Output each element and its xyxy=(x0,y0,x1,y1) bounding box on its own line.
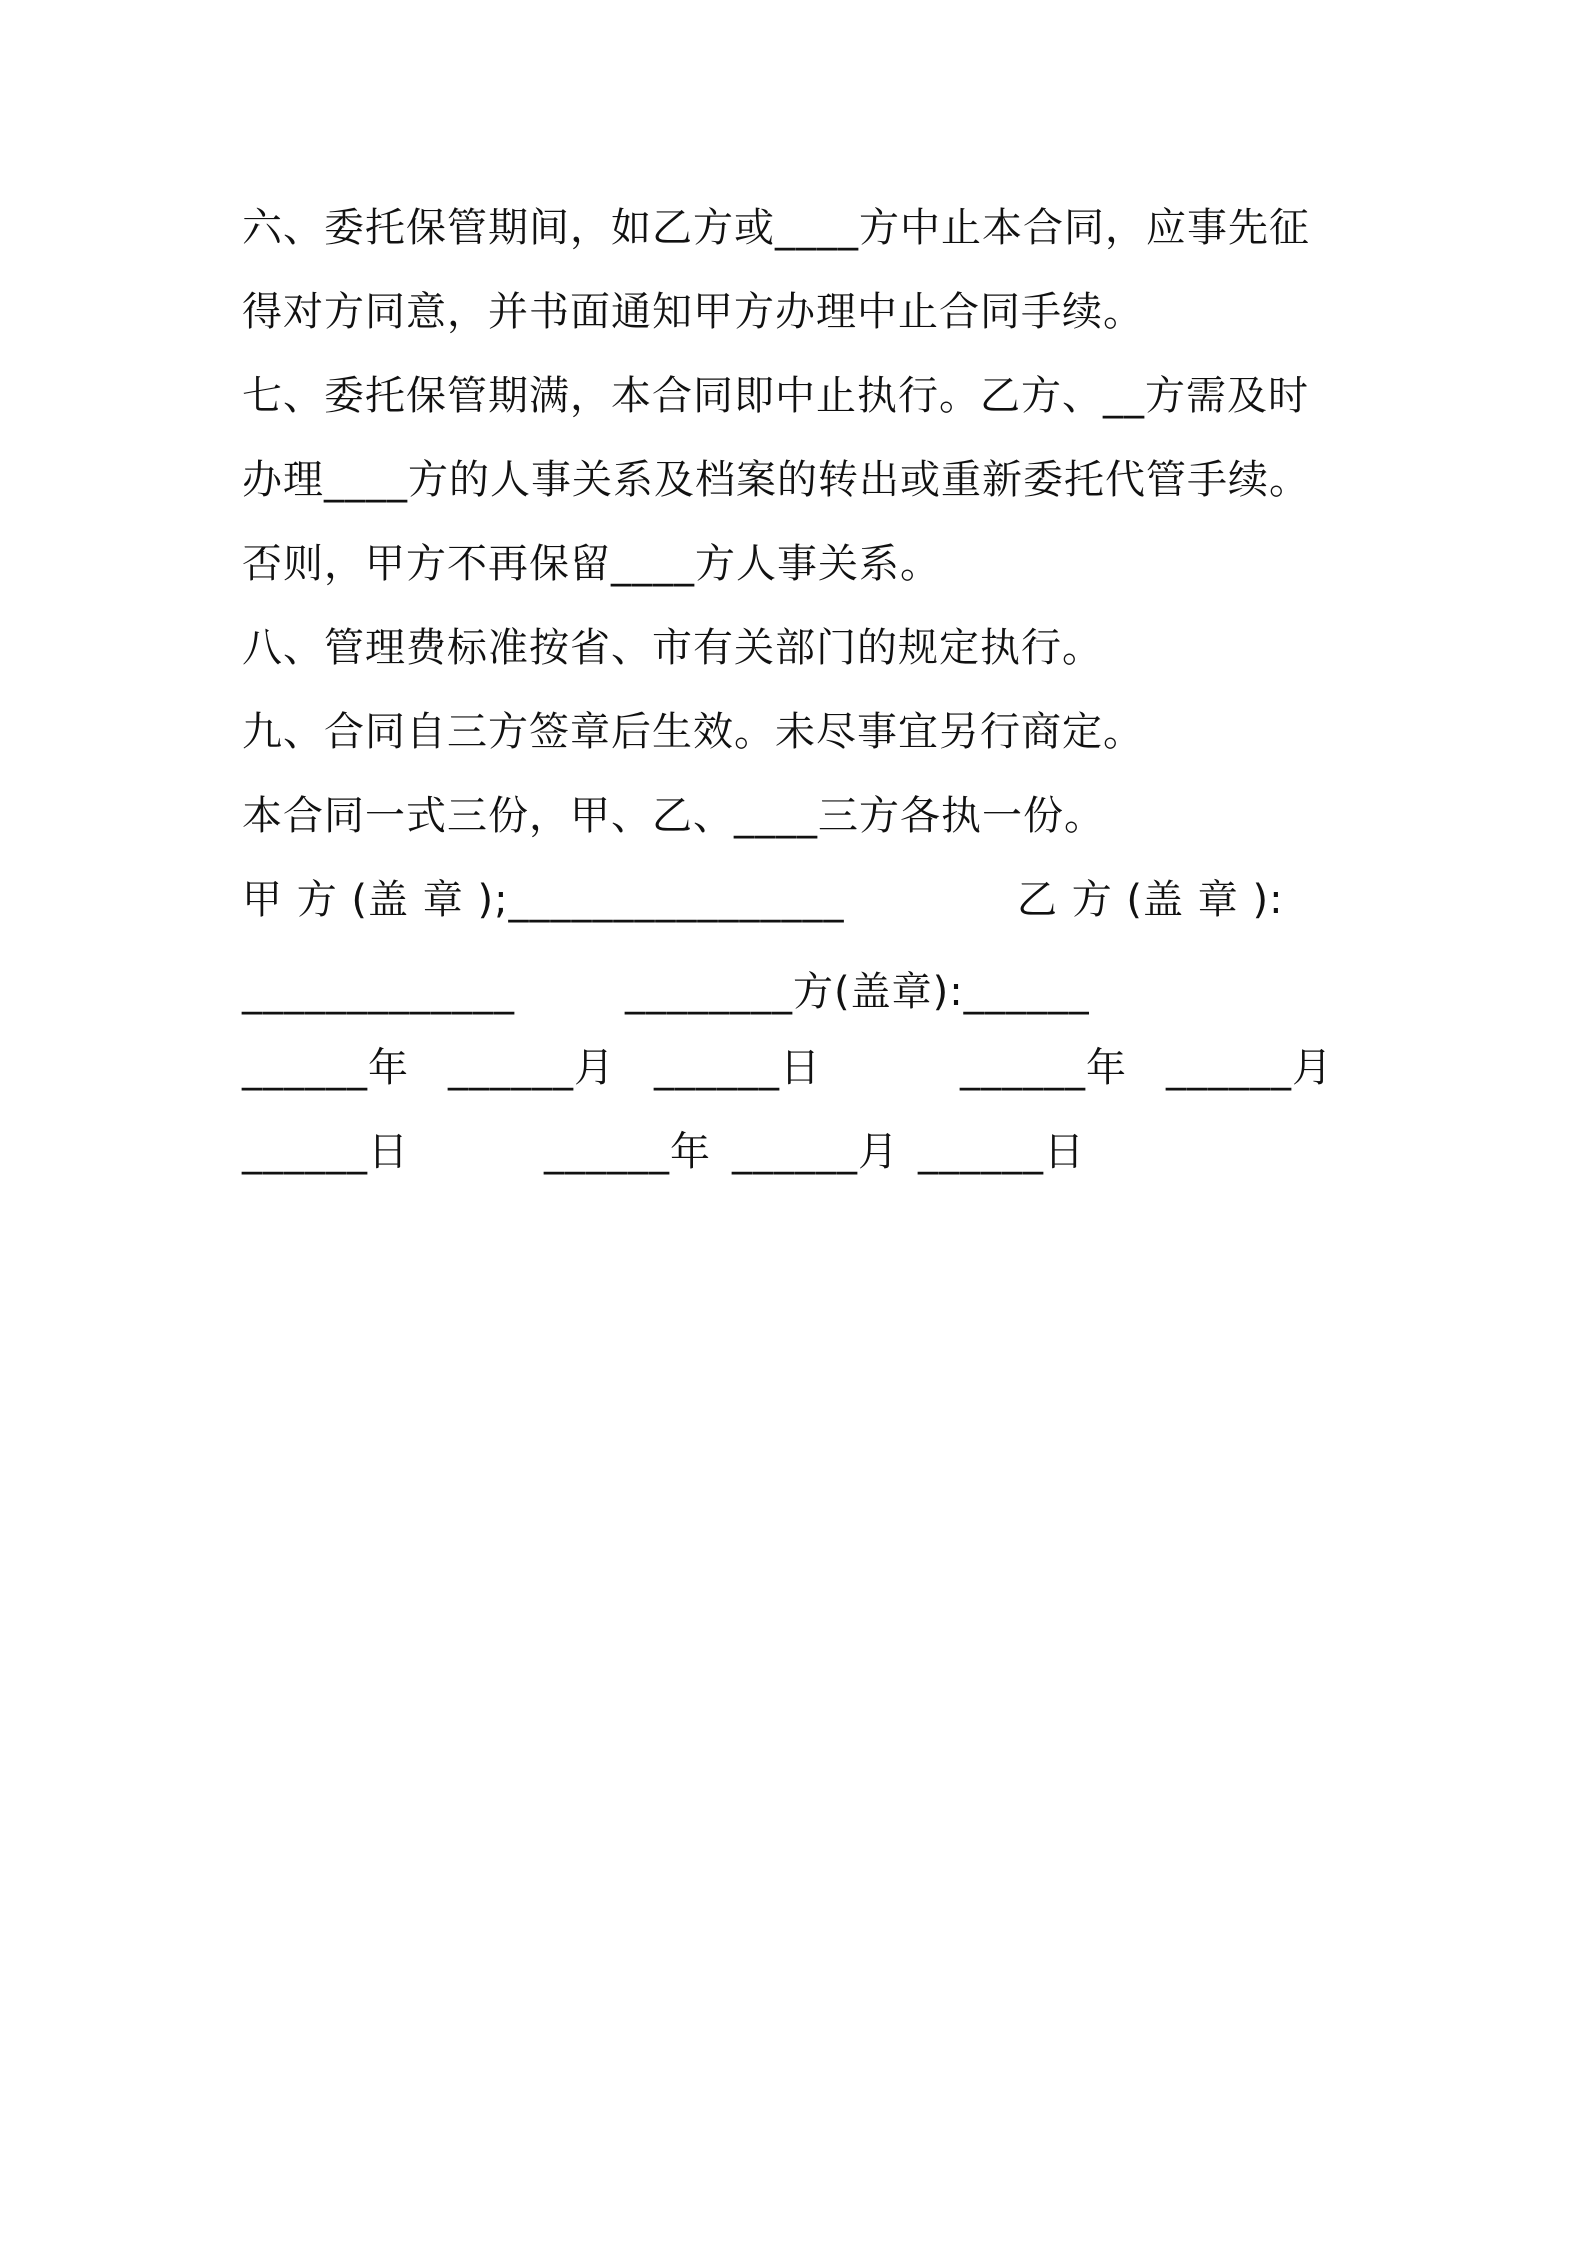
paragraph-text: 九、合同自三方签章后生效。未尽事宜另行商定。 xyxy=(242,709,1144,755)
paragraph-text: 办理____方的人事关系及档案的转出或重新委托代管手续。 xyxy=(242,457,1310,503)
signature-row-2 xyxy=(242,966,1362,1018)
date-c-day: ______日 xyxy=(918,1129,1085,1175)
paragraph-text: 得对方同意，并书面通知甲方办理中止合同手续。 xyxy=(242,289,1144,335)
clause-seven-line-1 xyxy=(242,370,1362,422)
date-b-day: ______日 xyxy=(242,1129,409,1175)
date-row-2 xyxy=(242,1126,1362,1178)
date-row-1 xyxy=(242,1042,1362,1094)
clause-seven-line-2 xyxy=(242,454,1362,506)
date-c-month: ______月 xyxy=(732,1129,899,1175)
paragraph-text: 六、委托保管期间，如乙方或____方中止本合同，应事先征 xyxy=(242,205,1310,251)
clause-six-line-1 xyxy=(242,202,1362,254)
clause-nine xyxy=(242,706,1362,758)
date-c-year: ______年 xyxy=(544,1129,711,1175)
copies-clause xyxy=(242,790,1362,842)
date-b-year: ______年 xyxy=(960,1045,1127,1091)
party-b-seal: 乙 方 (盖 章 ): xyxy=(1017,877,1284,923)
date-a-year: ______年 xyxy=(242,1045,409,1091)
party-a-seal: 甲 方 (盖 章 );________________ xyxy=(242,877,845,923)
paragraph-text: 本合同一式三份，甲、乙、____三方各执一份。 xyxy=(242,793,1105,839)
clause-six-line-2 xyxy=(242,286,1362,338)
paragraph-text: 八、管理费标准按省、市有关部门的规定执行。 xyxy=(242,625,1103,671)
paragraph-text: 七、委托保管期满，本合同即中止执行。乙方、__方需及时 xyxy=(242,373,1309,419)
date-a-month: ______月 xyxy=(448,1045,615,1091)
date-b-month: ______月 xyxy=(1166,1045,1333,1091)
paragraph-text: 否则，甲方不再保留____方人事关系。 xyxy=(242,541,941,587)
party-b-blank: _____________ xyxy=(242,969,515,1015)
date-a-day: ______日 xyxy=(654,1045,821,1091)
signature-row-1 xyxy=(242,874,1362,926)
clause-eight xyxy=(242,622,1362,674)
clause-seven-line-3 xyxy=(242,538,1362,590)
party-c-seal: ________方(盖章):______ xyxy=(625,969,1090,1015)
